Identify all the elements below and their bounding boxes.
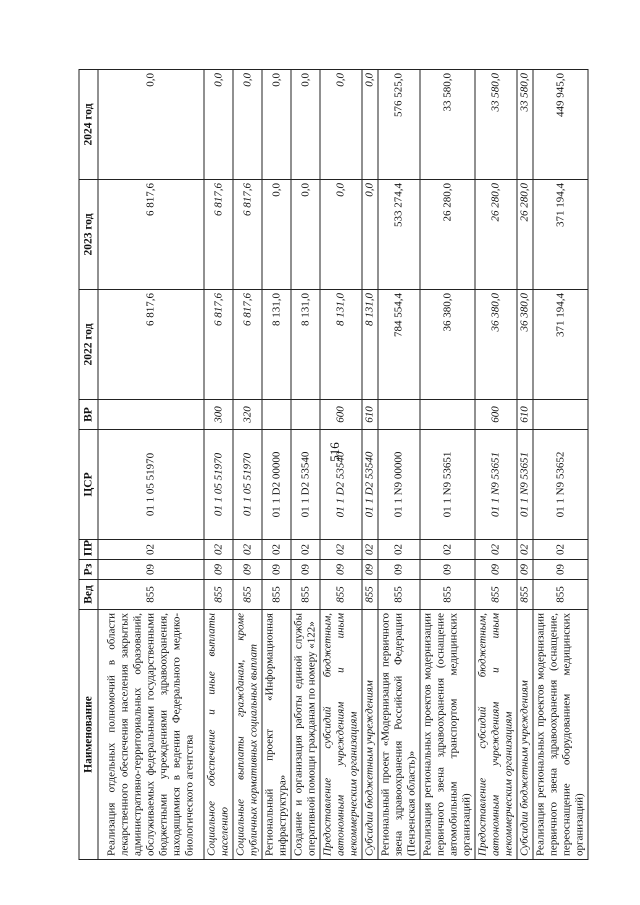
row-vr: 300 <box>204 400 233 430</box>
row-rz: 09 <box>204 560 233 580</box>
table-row <box>475 70 517 860</box>
row-ved: 855 <box>517 580 533 610</box>
table-row <box>233 70 262 860</box>
row-name: Предоставление субсидий бюджетным, автономным учреждениям и иным некоммерческим организациям <box>475 610 517 860</box>
table-row <box>378 70 420 860</box>
row-pr: 02 <box>362 540 378 560</box>
row-pr: 02 <box>291 540 320 560</box>
row-rz: 09 <box>262 560 291 580</box>
row-vr <box>262 400 291 430</box>
row-2023: 26 280,0 <box>475 180 517 290</box>
row-2024: 449 945,0 <box>533 70 588 180</box>
row-2022: 371 194,4 <box>533 290 588 400</box>
row-2023: 0,0 <box>362 180 378 290</box>
table-row <box>204 70 233 860</box>
row-csr: 01 1 D2 53540 <box>291 430 320 540</box>
row-2022: 6 817,6 <box>233 290 262 400</box>
rotated-table-container <box>79 70 586 860</box>
row-pr: 02 <box>320 540 362 560</box>
row-2024: 0,0 <box>233 70 262 180</box>
row-name: Реализация региональных проектов модернизации первичного звена здравоохранения (оснащение автомобильным транспортом медицинских организаций) <box>420 610 475 860</box>
row-pr: 02 <box>233 540 262 560</box>
row-name: Субсидии бюджетным учреждениям <box>362 610 378 860</box>
header-2024: 2024 год <box>79 70 98 180</box>
row-2022: 8 131,0 <box>262 290 291 400</box>
row-name: Субсидии бюджетным учреждениям <box>517 610 533 860</box>
row-rz: 09 <box>378 560 420 580</box>
row-pr: 02 <box>262 540 291 560</box>
row-vr: 610 <box>362 400 378 430</box>
row-pr: 02 <box>98 540 204 560</box>
row-2022: 6 817,6 <box>98 290 204 400</box>
row-2023: 0,0 <box>320 180 362 290</box>
row-name: Создание и организация работы единой службы оперативной помощи гражданам по номеру «122» <box>291 610 320 860</box>
row-rz: 09 <box>233 560 262 580</box>
row-csr: 01 1 D2 53540 <box>320 430 362 540</box>
row-csr: 01 1 D2 53540 <box>362 430 378 540</box>
row-pr: 02 <box>517 540 533 560</box>
row-csr: 01 1 05 51970 <box>233 430 262 540</box>
header-pr: ПР <box>79 540 98 560</box>
header-2023: 2023 год <box>79 180 98 290</box>
row-ved: 855 <box>291 580 320 610</box>
row-ved: 855 <box>420 580 475 610</box>
row-2023: 26 280,0 <box>517 180 533 290</box>
page-number: 516 <box>327 442 342 462</box>
table-row <box>98 70 204 860</box>
header-name: Наименование <box>79 610 98 860</box>
row-pr: 02 <box>204 540 233 560</box>
row-2024: 0,0 <box>204 70 233 180</box>
row-ved: 855 <box>204 580 233 610</box>
row-csr: 01 1 N9 53651 <box>475 430 517 540</box>
row-2023: 6 817,6 <box>204 180 233 290</box>
row-2022: 36 380,0 <box>475 290 517 400</box>
row-vr <box>291 400 320 430</box>
row-vr <box>378 400 420 430</box>
row-vr <box>98 400 204 430</box>
row-2023: 6 817,6 <box>233 180 262 290</box>
row-2024: 0,0 <box>291 70 320 180</box>
row-csr: 01 1 N9 53651 <box>420 430 475 540</box>
row-name: Социальное обеспечение и иные выплаты населению <box>204 610 233 860</box>
row-2024: 0,0 <box>320 70 362 180</box>
row-csr: 01 1 N9 00000 <box>378 430 420 540</box>
row-rz: 09 <box>533 560 588 580</box>
row-ved: 855 <box>533 580 588 610</box>
row-2024: 0,0 <box>362 70 378 180</box>
row-ved: 855 <box>475 580 517 610</box>
row-2024: 576 525,0 <box>378 70 420 180</box>
row-rz: 09 <box>98 560 204 580</box>
header-vr: ВР <box>79 400 98 430</box>
table-row <box>420 70 475 860</box>
row-csr: 01 1 05 51970 <box>98 430 204 540</box>
row-rz: 09 <box>320 560 362 580</box>
table-row <box>362 70 378 860</box>
row-2024: 0,0 <box>262 70 291 180</box>
row-name: Реализация отдельных полномочий в области лекарственного обеспечения населения закрытых административно-территориальных образований, обслуживаемых федеральными государственными бюджетными учреждениями здравоохранения, находящимися в ведении Федерального медико-биологического агентства <box>98 610 204 860</box>
row-vr <box>420 400 475 430</box>
row-pr: 02 <box>420 540 475 560</box>
row-name: Реализация региональных проектов модернизации первичного звена здравоохранения (оснащение, переоснащение оборудованием медицинских организаций) <box>533 610 588 860</box>
row-name: Региональный проект «Информационная инфраструктура» <box>262 610 291 860</box>
header-ved: Вед <box>79 580 98 610</box>
row-ved: 855 <box>320 580 362 610</box>
row-pr: 02 <box>475 540 517 560</box>
row-rz: 09 <box>362 560 378 580</box>
row-2022: 8 131,0 <box>320 290 362 400</box>
row-2022: 784 554,4 <box>378 290 420 400</box>
row-ved: 855 <box>233 580 262 610</box>
budget-table <box>79 69 589 860</box>
header-rz: Рз <box>79 560 98 580</box>
row-2024: 33 580,0 <box>517 70 533 180</box>
row-pr: 02 <box>533 540 588 560</box>
row-vr: 600 <box>475 400 517 430</box>
row-csr: 01 1 D2 00000 <box>262 430 291 540</box>
row-ved: 855 <box>98 580 204 610</box>
row-2024: 0,0 <box>98 70 204 180</box>
row-2023: 26 280,0 <box>420 180 475 290</box>
table-header-row <box>79 70 98 860</box>
row-2023: 371 194,4 <box>533 180 588 290</box>
table-row <box>262 70 291 860</box>
row-ved: 855 <box>378 580 420 610</box>
row-ved: 855 <box>362 580 378 610</box>
table-row <box>320 70 362 860</box>
row-name: Предоставление субсидий бюджетным, автономным учреждениям и иным некоммерческим организациям <box>320 610 362 860</box>
row-vr: 600 <box>320 400 362 430</box>
row-2022: 8 131,0 <box>362 290 378 400</box>
row-vr <box>533 400 588 430</box>
row-2023: 0,0 <box>291 180 320 290</box>
row-vr: 320 <box>233 400 262 430</box>
row-rz: 09 <box>420 560 475 580</box>
row-2024: 33 580,0 <box>475 70 517 180</box>
row-2023: 533 274,4 <box>378 180 420 290</box>
row-2024: 33 580,0 <box>420 70 475 180</box>
table-row <box>517 70 533 860</box>
row-name: Социальные выплаты гражданам, кроме публичных нормативных социальных выплат <box>233 610 262 860</box>
row-2022: 36 380,0 <box>420 290 475 400</box>
row-ved: 855 <box>262 580 291 610</box>
row-csr: 01 1 N9 53652 <box>533 430 588 540</box>
row-pr: 02 <box>378 540 420 560</box>
row-2022: 36 380,0 <box>517 290 533 400</box>
row-vr: 610 <box>517 400 533 430</box>
header-2022: 2022 год <box>79 290 98 400</box>
row-csr: 01 1 N9 53651 <box>517 430 533 540</box>
row-csr: 01 1 05 51970 <box>204 430 233 540</box>
table-row <box>533 70 588 860</box>
row-2022: 6 817,6 <box>204 290 233 400</box>
table-row <box>291 70 320 860</box>
header-csr: ЦСР <box>79 430 98 540</box>
row-rz: 09 <box>291 560 320 580</box>
row-rz: 09 <box>517 560 533 580</box>
row-name: Региональный проект «Модернизация первичного звена здравоохранения Российской Федерации (Пензенская область)» <box>378 610 420 860</box>
row-2023: 0,0 <box>262 180 291 290</box>
row-rz: 09 <box>475 560 517 580</box>
row-2023: 6 817,6 <box>98 180 204 290</box>
row-2022: 8 131,0 <box>291 290 320 400</box>
